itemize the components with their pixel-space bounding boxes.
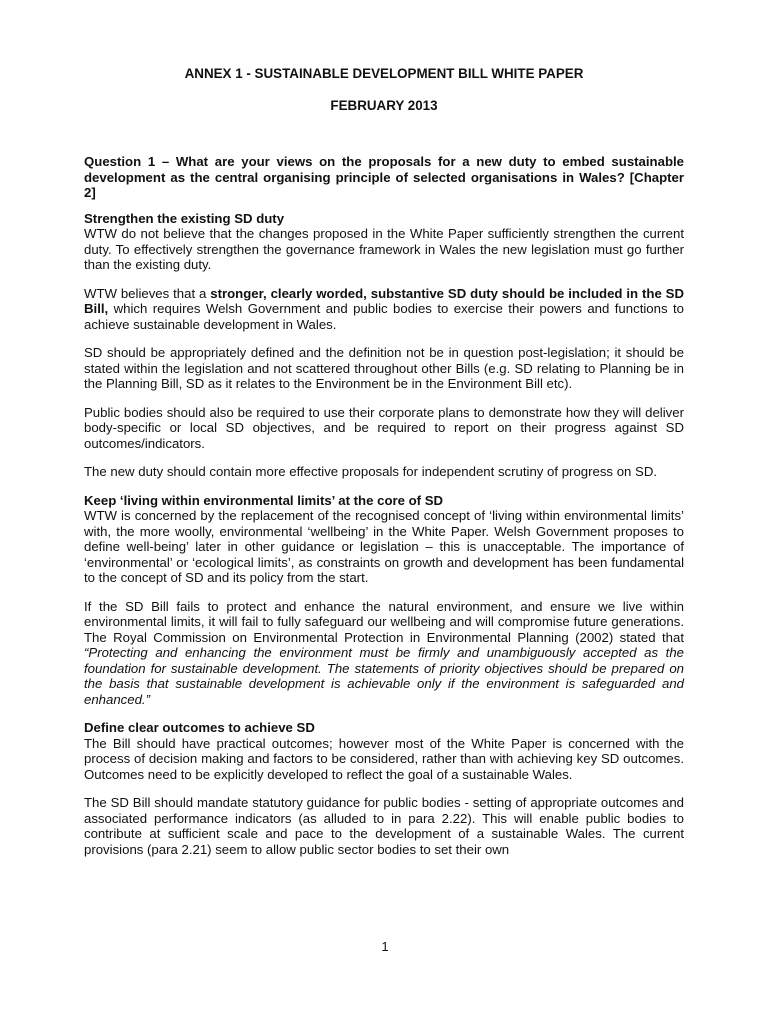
paragraph: The new duty should contain more effective proposals for independent scrutiny of progress on SD. xyxy=(84,464,658,479)
section-heading: Strengthen the existing SD duty xyxy=(84,210,285,226)
section-environmental-limits xyxy=(84,493,684,708)
document-page xyxy=(84,60,684,870)
section-heading: Keep ‘living within environmental limits’ at the core of SD xyxy=(84,492,444,508)
paragraph-text: WTW believes that a xyxy=(84,285,211,301)
paragraph: WTW is concerned by the replacement of the recognised concept of ‘living within environmental limits’ with, the more woolly, environmental ‘wellbeing’ in the White Paper. Welsh Government proposes to define well-being’ later in other guidance or legislation – this is unacceptable. The importance of ‘environmental’ or ‘ecological limits’, as constraints on growth and development has been fundamental to the concept of SD and its policy from the start. xyxy=(84,508,684,585)
paragraph: SD should be appropriately defined and the definition not be in question post-legislation; it should be stated within the legislation and not scattered throughout other Bills (e.g. SD relating to Planning be in the Planning Bill, SD as it relates to the Environment be in the Environment Bill etc). xyxy=(84,345,684,391)
section-clear-outcomes xyxy=(84,720,684,857)
paragraph-text: which requires Welsh Government and public bodies to exercise their powers and functions to achieve sustainable development in Wales. xyxy=(84,301,684,332)
section-strengthen-duty xyxy=(84,211,684,480)
page-number: 1 xyxy=(381,939,389,954)
paragraph: WTW do not believe that the changes proposed in the White Paper sufficiently strengthen the current duty. To effectively strengthen the governance framework in Wales the new legislation must go further than the existing duty. xyxy=(84,226,684,272)
question-heading: Question 1 – What are your views on the proposals for a new duty to embed sustainable development as the central organising principle of selected organisations in Wales? [Chapter 2] xyxy=(84,154,684,200)
document-date: FEBRUARY 2013 xyxy=(330,98,438,113)
bold-text: stronger, clearly worded, substantive SD duty should be included in the SD Bill, xyxy=(84,285,685,316)
paragraph: The Bill should have practical outcomes; however most of the White Paper is concerned with the process of decision making and factors to be considered, rather than with achieving key SD outcomes. Outcomes need to be explicitly developed to reflect the goal of a sustainable Wales. xyxy=(84,735,684,782)
paragraph: Public bodies should also be required to use their corporate plans to demonstrate how they will deliver body-specific or local SD objectives, and be required to report on their progress against SD outcomes/indicators. xyxy=(84,404,684,451)
quotation-text: “Protecting and enhancing the environment must be firmly and unambiguously accepted as the foundation for sustainable development. The statements of priority objectives should be prepared on the basis that sustainable development is achievable only if the environment is safeguarded and enhanced.” xyxy=(84,645,684,707)
paragraph-text: If the SD Bill fails to protect and enhance the natural environment, and ensure we live within environmental limits, it will fail to fully safeguard our wellbeing and will compromise future generations. The Royal Commission on Environmental Protection in Environmental Planning (2002) stated that xyxy=(84,598,684,645)
paragraph xyxy=(84,599,684,708)
paragraph xyxy=(84,286,684,333)
paragraph: The SD Bill should mandate statutory guidance for public bodies - setting of appropriate outcomes and associated performance indicators (as alluded to in para 2.22). This will enable public bodies to contribute at sufficient scale and pace to the development of a sustainable Wales. The current provisions (para 2.21) seem to allow public sector bodies to set their own xyxy=(84,795,684,857)
section-heading: Define clear outcomes to achieve SD xyxy=(84,720,315,735)
document-title: ANNEX 1 - SUSTAINABLE DEVELOPMENT BILL WHITE PAPER xyxy=(184,66,584,81)
